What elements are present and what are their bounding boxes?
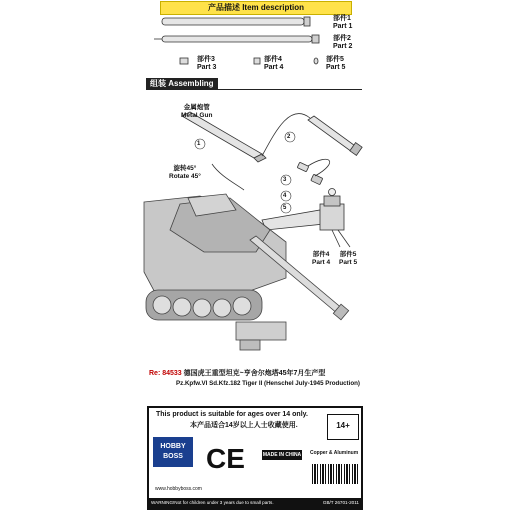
- model-caption-cn: Re: 84533 德国虎王重型坦克~亨舍尔炮塔45年7月生产型: [149, 370, 326, 377]
- barcode-icon: [312, 464, 358, 484]
- item-description-header: 产品描述 Item description: [160, 1, 352, 15]
- hobbyboss-logo: HOBBY BOSS: [153, 437, 193, 467]
- part5-label: 部件5 Part 5: [326, 56, 346, 71]
- callout-number-2: 2: [287, 134, 291, 140]
- rotate-callout: 旋转45° Rotate 45°: [169, 165, 201, 180]
- svg-text:CE: CE: [206, 443, 245, 474]
- ce-mark-icon: [202, 440, 252, 474]
- material-text: Copper & Aluminum: [310, 450, 359, 456]
- callout-number-5: 5: [283, 205, 287, 211]
- callout-number-4: 4: [283, 193, 287, 199]
- age-badge: 14+: [327, 414, 359, 440]
- assembling-header: 组装 Assembling: [146, 78, 218, 90]
- made-in-badge: MADE IN CHINA: [262, 452, 302, 458]
- part3-label: 部件3 Part 3: [197, 56, 217, 71]
- part4-label: 部件4 Part 4: [264, 56, 284, 71]
- metal-gun-callout: 金属炮管 Metal Gun: [181, 104, 213, 119]
- callout-number-3: 3: [283, 177, 287, 183]
- warning-strip: WARNING!Not for children under 3 years due to small parts. GB/T 26701-2011: [149, 498, 361, 508]
- assembly-diagram: [140, 92, 370, 362]
- website-text: www.hobbyboss.com: [155, 486, 202, 492]
- model-id: Re: 84533: [149, 370, 182, 377]
- part1-label: 部件1 Part 1: [333, 15, 353, 30]
- part4-callout: 部件4 Part 4: [312, 251, 331, 266]
- callout-number-1: 1: [197, 141, 201, 147]
- age-notice-en: This product is suitable for ages over 14 only.: [156, 411, 308, 418]
- part5-callout: 部件5 Part 5: [339, 251, 358, 266]
- model-caption-en: Pz.Kpfw.VI Sd.Kfz.182 Tiger II (Henschel July-1945 Production): [176, 380, 360, 387]
- age-notice-cn: 本产品适合14岁以上人士收藏使用.: [190, 422, 298, 429]
- assembling-divider: [146, 89, 362, 90]
- part2-label: 部件2 Part 2: [333, 35, 353, 50]
